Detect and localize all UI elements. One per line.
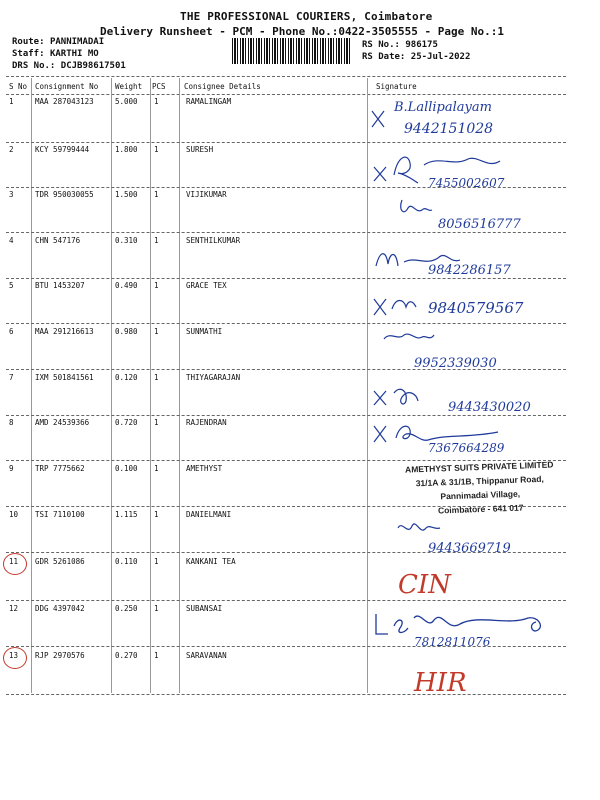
row-weight: 5.000 [115, 97, 138, 106]
signature-note: CIN [398, 570, 451, 600]
row-sno: 7 [9, 373, 14, 382]
staff-line [12, 49, 99, 59]
row-weight: 1.500 [115, 190, 138, 199]
barcode [232, 38, 350, 64]
header-divider [6, 76, 566, 77]
row-consignment: BTU 1453207 [35, 281, 85, 290]
row-consignment: KCY 59799444 [35, 145, 90, 154]
row-sno: 10 [9, 510, 19, 519]
row-consignee: THIYAGARAJAN [186, 373, 241, 382]
row-weight: 0.100 [115, 464, 138, 473]
rs-date-value: 25-Jul-2022 [410, 52, 471, 62]
drs-label: DRS No.: [12, 61, 56, 71]
signature-cell [368, 97, 598, 143]
row-consignee: AMETHYST [186, 464, 223, 473]
table-row [0, 281, 600, 327]
column-divider [6, 94, 566, 95]
row-sno: 9 [9, 464, 14, 473]
row-sno: 6 [9, 327, 14, 336]
row-consignee: SARAVANAN [186, 651, 227, 660]
row-pcs: 1 [154, 281, 159, 290]
staff-label: Staff: [12, 49, 45, 59]
rs-date-line [362, 52, 470, 62]
row-consignee: SUNMATHI [186, 327, 223, 336]
row-consignment: IXM 501841561 [35, 373, 94, 382]
table-row [0, 327, 600, 373]
col-consignee: Consignee Details [184, 82, 261, 91]
row-pcs: 1 [154, 97, 159, 106]
row-consignment: TDR 950030055 [35, 190, 94, 199]
row-pcs: 1 [154, 510, 159, 519]
row-consignment: AMD 24539366 [35, 418, 90, 427]
col-consignment: Consignment No [35, 82, 99, 91]
route-label: Route: [12, 37, 45, 47]
row-sno: 3 [9, 190, 14, 199]
signature-name: B.Lallipalayam [394, 100, 492, 115]
row-consignment: MAA 287043123 [35, 97, 94, 106]
row-divider [6, 646, 566, 647]
row-weight: 1.800 [115, 145, 138, 154]
row-sno: 1 [9, 97, 14, 106]
table-row [0, 373, 600, 419]
table-row [0, 418, 600, 464]
row-weight: 0.980 [115, 327, 138, 336]
row-sno: 8 [9, 418, 14, 427]
row-consignee: KANKANI TEA [186, 557, 236, 566]
row-weight: 0.720 [115, 418, 138, 427]
row-consignee: SUBANSAI [186, 604, 223, 613]
signature-phone: 8056516777 [438, 217, 521, 232]
table-row [0, 236, 600, 282]
signature-phone: 9842286157 [428, 263, 511, 278]
signature-phone: 7455002607 [428, 176, 505, 190]
signature-phone: 9840579567 [428, 299, 524, 317]
rs-no-label: RS No.: [362, 40, 400, 50]
rs-no-value: 986175 [405, 40, 438, 50]
signature-phone: 9443669719 [428, 541, 511, 556]
row-consignee: SURESH [186, 145, 214, 154]
stamp-line: Coimbatore - 641 017 [437, 502, 524, 516]
stamp-line: AMETHYST SUITS PRIVATE LIMITED [404, 459, 554, 475]
signature-cell [368, 510, 598, 556]
row-consignee: VIJIKUMAR [186, 190, 227, 199]
row-consignee: RAMALINGAM [186, 97, 232, 106]
row-weight: 0.250 [115, 604, 138, 613]
row-sno: 2 [9, 145, 14, 154]
row-sno: 4 [9, 236, 14, 245]
row-consignment: RJP 2970576 [35, 651, 85, 660]
row-divider [6, 694, 566, 695]
table-row [0, 651, 600, 697]
row-pcs: 1 [154, 190, 159, 199]
row-consignment: TSI 7110100 [35, 510, 85, 519]
row-pcs: 1 [154, 557, 159, 566]
signature-cell [368, 190, 598, 236]
rs-no-line [362, 40, 438, 50]
row-weight: 0.120 [115, 373, 138, 382]
col-sno: S No [9, 82, 28, 91]
row-consignment: GDR 5261086 [35, 557, 85, 566]
row-pcs: 1 [154, 145, 159, 154]
row-divider [6, 187, 566, 188]
table-row [0, 145, 600, 191]
row-pcs: 1 [154, 464, 159, 473]
row-consignee: SENTHILKUMAR [186, 236, 241, 245]
route-value: PANNIMADAI [49, 37, 105, 47]
row-consignment: DDG 4397042 [35, 604, 85, 613]
row-divider [6, 278, 566, 279]
signature-phone: 9442151028 [404, 121, 494, 137]
row-divider [6, 323, 566, 324]
row-weight: 0.270 [115, 651, 138, 660]
table-row [0, 510, 600, 556]
table-row [0, 190, 600, 236]
row-pcs: 1 [154, 418, 159, 427]
row-weight: 0.110 [115, 557, 138, 566]
drs-value: DCJB98617501 [60, 61, 126, 71]
row-divider [6, 232, 566, 233]
row-consignee: DANIELMANI [186, 510, 232, 519]
signature-phone: 7367664289 [428, 441, 505, 455]
row-divider [6, 600, 566, 601]
row-sno: 5 [9, 281, 14, 290]
stamp-line: 31/1A & 31/1B, Thippanur Road, [415, 473, 544, 489]
row-divider [6, 552, 566, 553]
row-pcs: 1 [154, 327, 159, 336]
signature-cell [368, 281, 598, 327]
row-pcs: 1 [154, 236, 159, 245]
row-pcs: 1 [154, 604, 159, 613]
table-row [0, 97, 600, 143]
row-weight: 0.310 [115, 236, 138, 245]
row-pcs: 1 [154, 373, 159, 382]
signature-cell [368, 145, 598, 191]
row-consignment: MAA 291216613 [35, 327, 94, 336]
signature-cell [368, 373, 598, 419]
col-signature: Signature [376, 82, 417, 91]
table-row [0, 604, 600, 650]
row-consignment: CHN 547176 [35, 236, 81, 245]
signature-cell [368, 327, 598, 373]
col-weight: Weight [115, 82, 143, 91]
row-consignee: GRACE TEX [186, 281, 227, 290]
route-line [12, 37, 104, 47]
row-divider [6, 415, 566, 416]
signature-phone: 7812811076 [414, 635, 491, 649]
row-sno: 11 [9, 557, 19, 566]
row-weight: 0.490 [115, 281, 138, 290]
signature-phone: 9443430020 [448, 400, 531, 415]
signature-cell [368, 651, 598, 697]
row-weight: 1.115 [115, 510, 138, 519]
row-sno: 12 [9, 604, 19, 613]
signature-cell [368, 557, 598, 603]
company-title: THE PROFESSIONAL COURIERS, Coimbatore [180, 10, 433, 23]
drs-line [12, 61, 126, 71]
row-pcs: 1 [154, 651, 159, 660]
signature-phone: 9952339030 [414, 356, 497, 371]
sheet-title: Delivery Runsheet - PCM - Phone No.:0422-3505555 - Page No.:1 [100, 25, 504, 38]
row-sno: 13 [9, 651, 19, 660]
col-pcs: PCS [152, 82, 166, 91]
rs-date-label: RS Date: [362, 52, 406, 62]
signature-note: HIR [414, 668, 467, 698]
signature-cell [368, 604, 598, 650]
row-consignment: TRP 7775662 [35, 464, 85, 473]
row-divider [6, 142, 566, 143]
staff-value: KARTHI MO [49, 49, 99, 59]
stamp-line: Pannimadai Village, [440, 488, 521, 502]
row-divider [6, 369, 566, 370]
signature-cell [368, 236, 598, 282]
table-row [0, 557, 600, 603]
row-consignee: RAJENDRAN [186, 418, 227, 427]
